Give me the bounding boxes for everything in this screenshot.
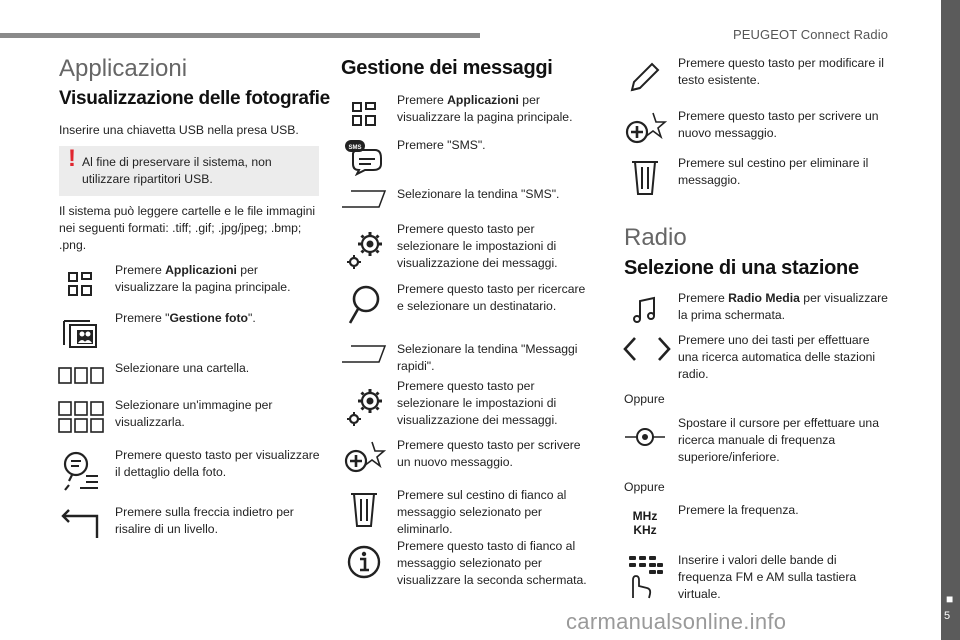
step-image-grid <box>56 397 321 437</box>
apps-grid-icon <box>56 262 104 306</box>
keypad-touch-icon <box>621 552 669 602</box>
warning-box <box>59 146 319 196</box>
step-text: Premere Radio Media per visualizzare la prima schermata. <box>678 291 888 322</box>
step-text: Premere questo tasto per modificare il testo esistente. <box>678 56 884 87</box>
step-delete <box>340 487 600 536</box>
intro-text: Inserire una chiavetta USB nella presa USB. <box>59 123 299 137</box>
formats-text: Il sistema può leggere cartelle e le file immagini nei seguenti formati: .tiff; .gif; .jpg/jpeg; .bmp; .png. <box>59 204 316 252</box>
step-text: Premere sulla freccia indietro per risalire di un livello. <box>115 505 294 536</box>
slider-icon <box>621 415 669 459</box>
settings-gears-icon <box>340 221 388 275</box>
step-quick-messages-tab <box>340 341 600 375</box>
tab-icon <box>340 341 388 367</box>
step-text: Premere questo tasto per scrivere un nuovo messaggio. <box>678 109 879 140</box>
step-folder <box>56 360 321 390</box>
step-text: Premere questo tasto per visualizzare il dettaglio della foto. <box>115 448 320 479</box>
sms-icon-label: SMS <box>348 145 362 151</box>
mhz-khz-icon <box>621 502 669 544</box>
step-apps <box>56 262 321 306</box>
step-delete <box>621 155 891 201</box>
section-title-radio: Radio <box>624 224 687 251</box>
subtitle-photos: Visualizzazione delle fotografie <box>59 88 330 109</box>
page-tab <box>941 0 960 640</box>
step-info <box>340 538 600 590</box>
header-rule <box>0 33 480 38</box>
warning-text: Al fine di preservare il sistema, non utilizzare ripartitori USB. <box>82 155 272 186</box>
mhz-label: MHz <box>632 509 658 523</box>
search-icon <box>340 281 388 329</box>
khz-label: KHz <box>633 523 657 537</box>
step-sms <box>340 137 600 177</box>
step-text: Inserire i valori delle bande di frequenza FM e AM sulla tastiera virtuale. <box>678 553 857 601</box>
pencil-icon <box>621 55 669 99</box>
step-edit <box>621 55 891 99</box>
step-text: Premere questo tasto per scrivere un nuovo messaggio. <box>397 438 581 469</box>
subtitle-station: Selezione di una stazione <box>624 257 859 279</box>
photo-management-icon <box>56 310 104 354</box>
step-settings <box>340 221 600 275</box>
step-photo-management <box>56 310 321 354</box>
step-back <box>56 504 321 544</box>
or-label: Oppure <box>624 480 665 494</box>
back-arrow-icon <box>56 504 104 544</box>
step-text: Selezionare la tendina "SMS". <box>397 187 560 201</box>
step-new-message <box>340 437 600 477</box>
tab-icon <box>340 186 388 212</box>
music-note-icon <box>621 290 669 330</box>
step-text: Premere sul cestino di fianco al messaggio selezionato per eliminarlo. <box>397 488 567 536</box>
subtitle-messages: Gestione dei messaggi <box>341 57 553 79</box>
step-sms-tab <box>340 186 600 216</box>
step-text: Spostare il cursore per effettuare una ricerca manuale di frequenza superiore/inferiore. <box>678 416 879 464</box>
step-apps <box>340 92 600 136</box>
step-text: Premere questo tasto per ricercare e selezionare un destinatario. <box>397 282 586 313</box>
step-text: Premere questo tasto di fianco al messaggio selezionato per visualizzare la seconda schermata. <box>397 539 587 587</box>
image-grid-icon <box>56 397 106 437</box>
page-marker: ■ <box>946 592 954 606</box>
step-radio-media <box>621 290 891 330</box>
step-text: Premere questo tasto per selezionare le impostazioni di visualizzazione dei messaggi. <box>397 222 558 270</box>
section-title-applicazioni: Applicazioni <box>59 55 188 82</box>
header-title: PEUGEOT Connect Radio <box>733 27 889 42</box>
step-text: Premere Applicazioni per visualizzare la pagina principale. <box>397 93 573 124</box>
trash-icon <box>340 487 388 533</box>
warning-icon: ! <box>68 145 76 172</box>
page-number: 5 <box>944 610 951 622</box>
step-manual-search <box>621 415 891 465</box>
step-text: Selezionare una cartella. <box>115 361 250 375</box>
settings-gears-icon <box>340 378 388 432</box>
new-message-icon <box>340 437 388 477</box>
step-auto-search <box>621 332 891 382</box>
step-text: Selezionare un'immagine per visualizzarla. <box>115 398 273 429</box>
step-text: Premere "SMS". <box>397 138 486 152</box>
step-new-message <box>621 108 891 148</box>
sms-icon <box>340 137 388 177</box>
step-settings-2 <box>340 378 600 432</box>
step-search <box>340 281 600 329</box>
watermark: carmanualsonline.info <box>566 609 787 634</box>
step-text: Premere la frequenza. <box>678 503 799 517</box>
info-icon <box>340 538 388 586</box>
step-keypad <box>621 552 891 606</box>
step-text: Premere "Gestione foto". <box>115 311 256 325</box>
trash-icon <box>621 155 669 201</box>
new-message-icon <box>621 108 669 148</box>
seek-arrows-icon <box>621 332 673 366</box>
step-frequency <box>621 502 891 542</box>
step-text: Premere Applicazioni per visualizzare la pagina principale. <box>115 263 291 294</box>
apps-grid-icon <box>340 92 388 136</box>
folder-row-icon <box>56 360 106 390</box>
step-text: Premere uno dei tasti per effettuare una ricerca automatica delle stazioni radio. <box>678 333 876 381</box>
step-text: Premere sul cestino per eliminare il messaggio. <box>678 156 869 187</box>
step-detail <box>56 447 321 493</box>
step-text: Premere questo tasto per selezionare le impostazioni di visualizzazione dei messaggi. <box>397 379 558 427</box>
detail-search-icon <box>56 447 104 493</box>
step-text: Selezionare la tendina "Messaggi rapidi". <box>397 342 578 373</box>
or-label: Oppure <box>624 392 665 406</box>
